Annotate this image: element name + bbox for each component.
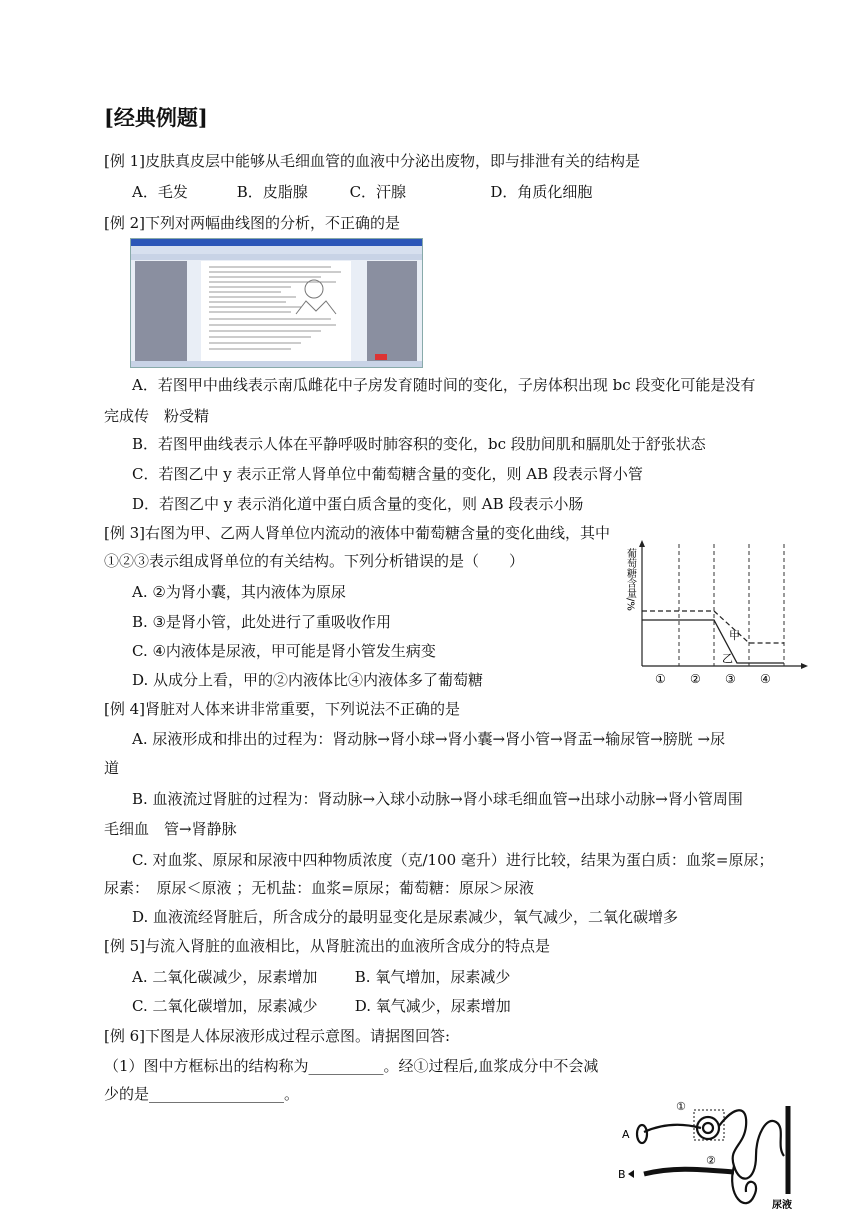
q3-stem-line1: [例 3]右图为甲、乙两人肾单位内流动的液体中葡萄糖含量的变化曲线，其中	[104, 524, 611, 542]
q1-option-d: D．角质化细胞	[490, 183, 593, 201]
x-axis-arrow	[801, 663, 808, 669]
segment-dividers	[679, 544, 784, 666]
arrow-b	[628, 1170, 634, 1178]
series-jia-label: 甲	[729, 629, 740, 642]
nephron-diagram	[616, 1096, 804, 1216]
x-label-1: ①	[655, 672, 666, 686]
glucose-graph	[622, 538, 810, 686]
glomerulus	[703, 1123, 713, 1133]
screenshot-image	[131, 239, 422, 367]
q4-option-b-line1: B. 血液流过肾脏的过程为：肾动脉→入球小动脉→肾小球毛细血管→出球小动脉→肾小管周围	[132, 790, 743, 808]
label-a: A	[622, 1128, 630, 1141]
q4-option-a-line1: A. 尿液形成和排出的过程为：肾动脉→肾小球→肾小囊→肾小管→肾盂→输尿管→膀胱 →尿	[132, 730, 726, 748]
q5-option-d: D. 氧气减少，尿素增加	[354, 997, 511, 1015]
q4-option-c-line2: 尿素： 原尿＜原液 ；无机盐：血浆=原尿；葡萄糖：原尿＞尿液	[104, 879, 534, 897]
q3-option-c: C. ④内液体是尿液，甲可能是肾小管发生病变	[132, 642, 436, 660]
q5-option-b: B. 氧气增加，尿素减少	[354, 968, 511, 986]
q2-stem: [例 2]下列对两幅曲线图的分析，不正确的是	[104, 214, 401, 232]
q5-options-row2	[132, 996, 511, 1016]
q3-option-a: A. ②为肾小囊，其内液体为原尿	[132, 583, 346, 601]
q1-option-c: C．汗腺	[349, 183, 407, 201]
q3-stem-line2: ①②③表示组成肾单位的有关结构。下列分析错误的是（ ）	[104, 552, 525, 570]
x-label-3: ③	[725, 672, 736, 686]
q2-option-b: B．若图甲曲线表示人体在平静呼吸时肺容积的变化，bc 段肋间肌和膈肌处于舒张状态	[132, 435, 706, 453]
y-axis-arrow	[639, 540, 645, 547]
q4-option-d: D. 血液流经肾脏后，所含成分的最明显变化是尿素减少，氧气减少，二氧化碳增多	[132, 908, 679, 926]
embedded-document-screenshot	[130, 238, 423, 368]
section-heading: [经典例题]	[104, 105, 208, 130]
series-yi-label: 乙	[722, 652, 733, 665]
q3-option-d: D. 从成分上看，甲的②内液体比④内液体多了葡萄糖	[132, 671, 484, 689]
label-b: B	[618, 1168, 626, 1181]
q2-option-a-line1: A．若图甲中曲线表示南瓜雌花中子房发育随时间的变化，子房体积出现 bc 段变化可能是没有	[132, 376, 756, 394]
q4-stem: [例 4]肾脏对人体来讲非常重要，下列说法不正确的是	[104, 700, 461, 718]
efferent-vein	[644, 1169, 734, 1174]
q5-stem: [例 5]与流入肾脏的血液相比，从肾脏流出的血液所含成分的特点是	[104, 937, 551, 955]
q1-option-a: A．毛发	[132, 183, 188, 201]
q5-option-a: A. 二氧化碳减少，尿素增加	[132, 968, 318, 986]
q4-option-c-line1: C. 对血浆、原尿和尿液中四种物质浓度（克/100 毫升）进行比较，结果为蛋白质：血浆=原尿；	[132, 851, 774, 869]
q5-options-row1	[132, 967, 510, 987]
q2-option-a-line2: 完成传 粉受精	[104, 407, 210, 425]
q5-option-c: C. 二氧化碳增加，尿素减少	[132, 997, 318, 1015]
q3-option-b: B. ③是肾小管，此处进行了重吸收作用	[132, 613, 392, 631]
x-label-4: ④	[760, 672, 771, 686]
afferent-vessel	[644, 1125, 701, 1132]
q6-stem: [例 6]下图是人体尿液形成过程示意图。请据图回答:	[104, 1027, 451, 1045]
q2-option-d: D．若图乙中 y 表示消化道中蛋白质含量的变化，则 AB 段表示小肠	[132, 495, 584, 513]
q6-sub1-line2: 少的是__________________。	[104, 1085, 300, 1103]
renal-tubule	[719, 1110, 784, 1178]
y-axis-label: 葡萄糖含量/%	[624, 548, 636, 611]
q1-options	[132, 182, 592, 202]
label-2: ②	[706, 1154, 716, 1167]
label-1: ①	[676, 1100, 686, 1113]
label-urine: 尿液	[772, 1200, 792, 1211]
vessel-a-opening	[637, 1125, 647, 1143]
series-jia-line	[642, 611, 784, 643]
q4-option-a-line2: 道	[104, 759, 120, 777]
x-label-2: ②	[690, 672, 701, 686]
q4-option-b-line2: 毛细血 管→肾静脉	[104, 820, 237, 838]
series-yi-line	[642, 620, 784, 663]
q1-stem: [例 1]皮肤真皮层中能够从毛细血管的血液中分泌出废物，即与排泄有关的结构是	[104, 152, 641, 170]
q2-option-c: C．若图乙中 y 表示正常人肾单位中葡萄糖含量的变化，则 AB 段表示肾小管	[132, 465, 643, 483]
q1-option-b: B．皮脂腺	[236, 183, 308, 201]
q6-sub1-line1: （1）图中方框标出的结构称为__________。经①过程后,血浆成分中不会减	[104, 1057, 599, 1075]
